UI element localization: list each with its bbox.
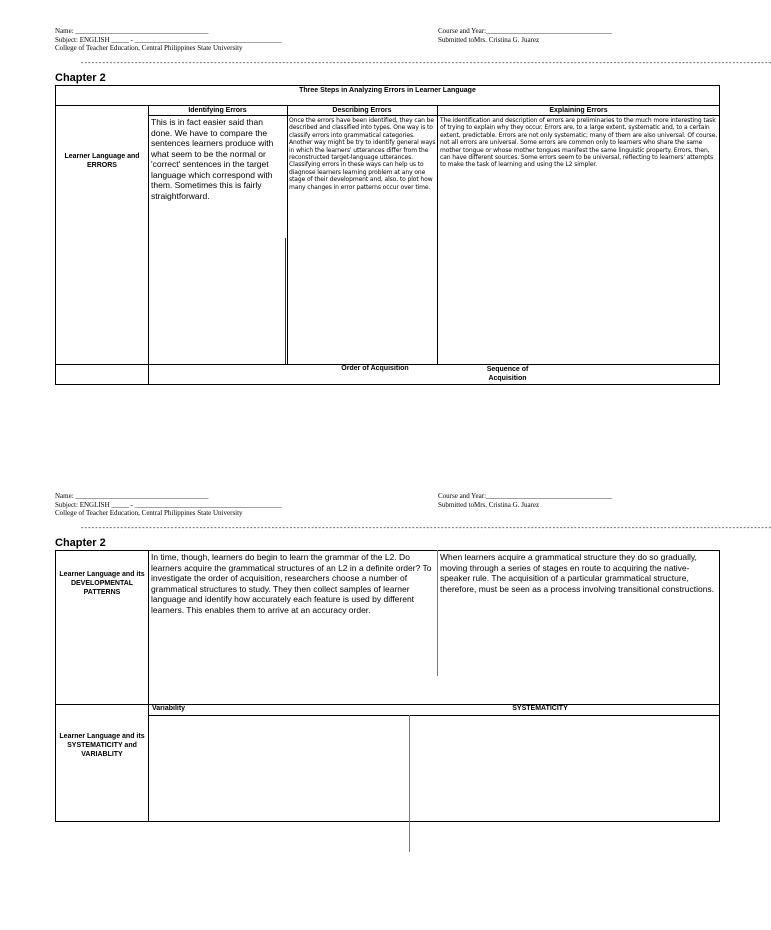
subject-field-label: Subject: ENGLISH _____ - __________________________________________ bbox=[55, 36, 282, 44]
describing-column-divider bbox=[287, 105, 288, 364]
course-year-label-2: Course and Year:____________________________________ bbox=[438, 492, 613, 500]
submitted-to-label: Submitted toMrs. Cristina G. Juarez bbox=[438, 36, 540, 44]
column-header-identifying: Identifying Errors bbox=[188, 107, 247, 114]
order-of-acquisition-text: In time, though, learners do begin to learn the grammar of the L2. Do learners acquire the grammatical structures of an L2 in a definite order? To investigate the order of acquisition, researchers choose a number of grammatical structures to study. They then collect samples of learner language and identify how accurately each feature is used by different learners. This enables them to arrive at an accuracy order. bbox=[151, 552, 432, 615]
variability-header: Variability bbox=[152, 705, 186, 712]
column-header-divider bbox=[148, 115, 720, 116]
course-year-label: Course and Year:____________________________________ bbox=[438, 27, 613, 35]
table-title: Three Steps in Analyzing Errors in Learner Language bbox=[299, 87, 476, 94]
header-divider: ------------------------------------------------------------------------------------------------------------------------------------------------------------------------------------------------ bbox=[80, 60, 771, 68]
row-label-developmental: Learner Language and its DEVELOPMENTAL PATTERNS bbox=[59, 571, 145, 596]
subheader-divider-2 bbox=[148, 715, 720, 716]
row-label-errors: Learner Language and ERRORS bbox=[64, 153, 140, 169]
column-header-describing: Describing Errors bbox=[332, 107, 392, 114]
table-title-divider bbox=[55, 105, 720, 106]
explaining-column-divider bbox=[437, 105, 438, 364]
describing-errors-text: Once the errors have been identified, they can be described and classified into types. One way is to classify errors into grammatical categories. Another way might be try to identify general ways in which the learners' utterances differ from the reconstructed target-language utterances. Classifying errors in these ways can help us to diagnose learners learning problem at any one stage of their development and, also, to plot how many changes in error patterns occur over time. bbox=[289, 117, 436, 191]
order-of-acquisition-label: Order of Acquisition bbox=[341, 365, 409, 372]
sequence-of-acquisition-text: When learners acquire a grammatical structure they do so gradually, moving through a series of stages en route to acquiring the native-speaker rule. The acquisition of a particular grammatical structure, therefore, must be seen as a process involving transitional constructions. bbox=[440, 552, 715, 594]
variability-separator bbox=[409, 715, 410, 852]
row-label-systematicity: Learner Language and its SYSTEMATICITY and VARIABLITY bbox=[59, 733, 145, 758]
explaining-errors-text: The identification and description of errors are preliminaries to the much more interesting task of trying to explain why they occur. Errors are, to a large extent, systematic and, to a certain extent, predictable. Errors are not only systematic; many of them are also universal. Of course, not all errors are universal. Some errors are common only to learners who share the same mother tongue or whose mother tongues manifest the same linguistic property. Errors, then, can have different sources. Some errors seem to be universal, reflecting to learners' attempts to make the task of learning and using the L2 simpler. bbox=[440, 117, 718, 169]
college-line-2: College of Teacher Education, Central Philippines State University bbox=[55, 509, 243, 517]
name-field-label: Name: ______________________________________ bbox=[55, 27, 209, 35]
column-edge-mark bbox=[285, 238, 286, 364]
name-field-label-2: Name: ______________________________________ bbox=[55, 492, 209, 500]
chapter-title: Chapter 2 bbox=[55, 72, 106, 84]
column-header-explaining: Explaining Errors bbox=[549, 107, 608, 114]
systematicity-header: SYSTEMATICITY bbox=[512, 705, 568, 712]
submitted-to-label-2: Submitted toMrs. Cristina G. Juarez bbox=[438, 501, 540, 509]
chapter-title-2: Chapter 2 bbox=[55, 537, 106, 549]
header-divider-2: ------------------------------------------------------------------------------------------------------------------------------------------------------------------------------------------------ bbox=[80, 525, 771, 533]
subject-field-label-2: Subject: ENGLISH _____ - __________________________________________ bbox=[55, 501, 282, 509]
sequence-of-acquisition-label: Sequence of Acquisition bbox=[486, 366, 529, 382]
college-line: College of Teacher Education, Central Philippines State University bbox=[55, 44, 243, 52]
text-column-separator bbox=[437, 550, 438, 676]
identifying-errors-text: This is in fact easier said than done. We have to compare the sentences learners produce with what seem to be the normal or 'correct' sentences in the target language which correspond with them. Sometimes this is fairly straightforward. bbox=[151, 117, 274, 201]
label-column-divider-2 bbox=[148, 550, 149, 822]
label-column-divider bbox=[148, 105, 149, 385]
